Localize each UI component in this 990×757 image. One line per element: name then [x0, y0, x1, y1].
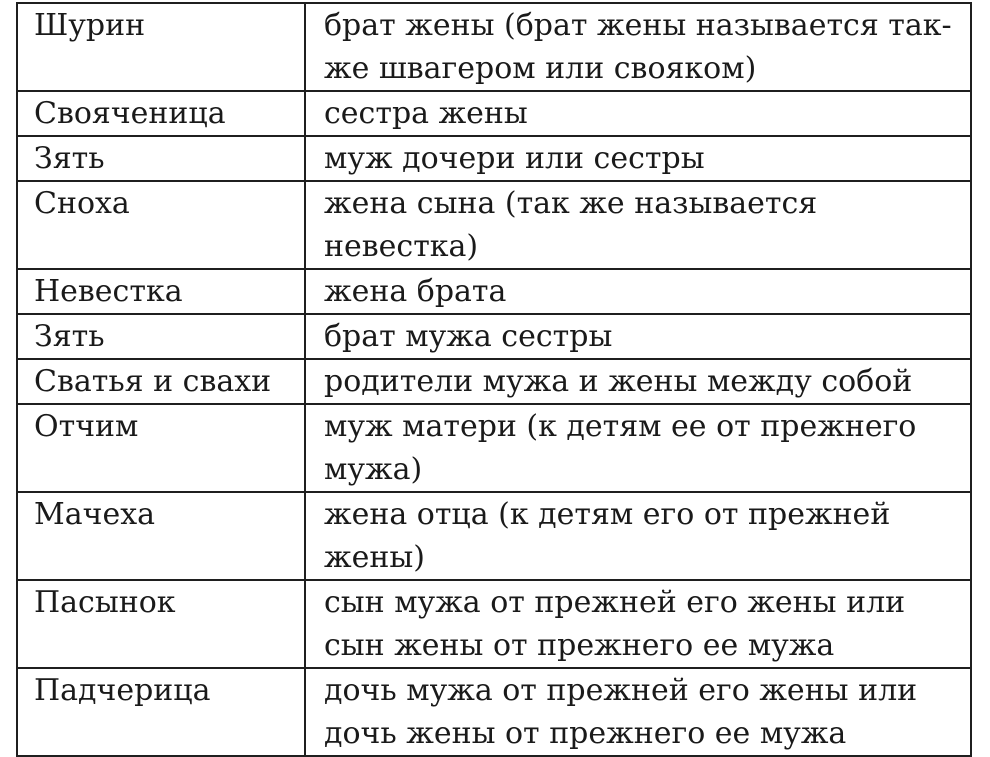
table-row: [17, 492, 971, 580]
definition-cell: [305, 404, 971, 492]
term-text: Свояченица: [34, 96, 226, 131]
definition-line: дочь жены от прежнего ее мужа: [324, 716, 847, 751]
term-cell: [17, 314, 305, 359]
definition-line: дочь мужа от прежней его жены или: [324, 673, 918, 708]
definition-line: жена брата: [324, 274, 507, 309]
definition-line: родители мужа и жены между собой: [324, 364, 913, 399]
definition-line: жена сына (так же называется: [324, 186, 818, 221]
definition-line: же швагером или свояком): [324, 51, 757, 86]
definition-cell: [305, 3, 971, 91]
table-row: [17, 181, 971, 269]
term-text: Пасынок: [34, 585, 176, 620]
table-row: [17, 269, 971, 314]
term-cell: [17, 668, 305, 756]
table-row: [17, 91, 971, 136]
term-text: Сватья и свахи: [34, 364, 272, 399]
table-row: [17, 3, 971, 91]
table-row: [17, 668, 971, 756]
kinship-terms-table: [16, 2, 972, 757]
term-cell: [17, 136, 305, 181]
definition-cell: [305, 580, 971, 668]
definition-line: брат мужа сестры: [324, 319, 613, 354]
table-row: [17, 314, 971, 359]
term-text: Мачеха: [34, 497, 155, 532]
table-row: [17, 136, 971, 181]
term-cell: [17, 269, 305, 314]
definition-cell: [305, 91, 971, 136]
term-text: Зять: [34, 141, 105, 176]
term-text: Шурин: [34, 8, 146, 43]
definition-line: жены): [324, 540, 425, 575]
definition-line: мужа): [324, 452, 423, 487]
term-text: Падчерица: [34, 673, 211, 708]
term-cell: [17, 181, 305, 269]
definition-line: брат жены (брат жены называется так-: [324, 8, 952, 43]
term-text: Зять: [34, 319, 105, 354]
table-body: [17, 3, 971, 756]
term-cell: [17, 359, 305, 404]
term-cell: [17, 91, 305, 136]
definition-line: муж матери (к детям ее от прежнего: [324, 409, 917, 444]
term-cell: [17, 404, 305, 492]
definition-line: сын мужа от прежней его жены или: [324, 585, 906, 620]
definition-cell: [305, 314, 971, 359]
definition-line: сын жены от прежнего ее мужа: [324, 628, 835, 663]
table-row: [17, 404, 971, 492]
definition-line: сестра жены: [324, 96, 528, 131]
definition-cell: [305, 492, 971, 580]
term-text: Отчим: [34, 409, 139, 444]
term-text: Невестка: [34, 274, 183, 309]
term-text: Сноха: [34, 186, 130, 221]
term-cell: [17, 580, 305, 668]
term-cell: [17, 3, 305, 91]
definition-cell: [305, 181, 971, 269]
definition-cell: [305, 136, 971, 181]
table-row: [17, 580, 971, 668]
term-cell: [17, 492, 305, 580]
table-row: [17, 359, 971, 404]
definition-cell: [305, 359, 971, 404]
definition-cell: [305, 668, 971, 756]
definition-line: невестка): [324, 229, 479, 264]
definition-line: муж дочери или сестры: [324, 141, 705, 176]
definition-cell: [305, 269, 971, 314]
definition-line: жена отца (к детям его от прежней: [324, 497, 891, 532]
